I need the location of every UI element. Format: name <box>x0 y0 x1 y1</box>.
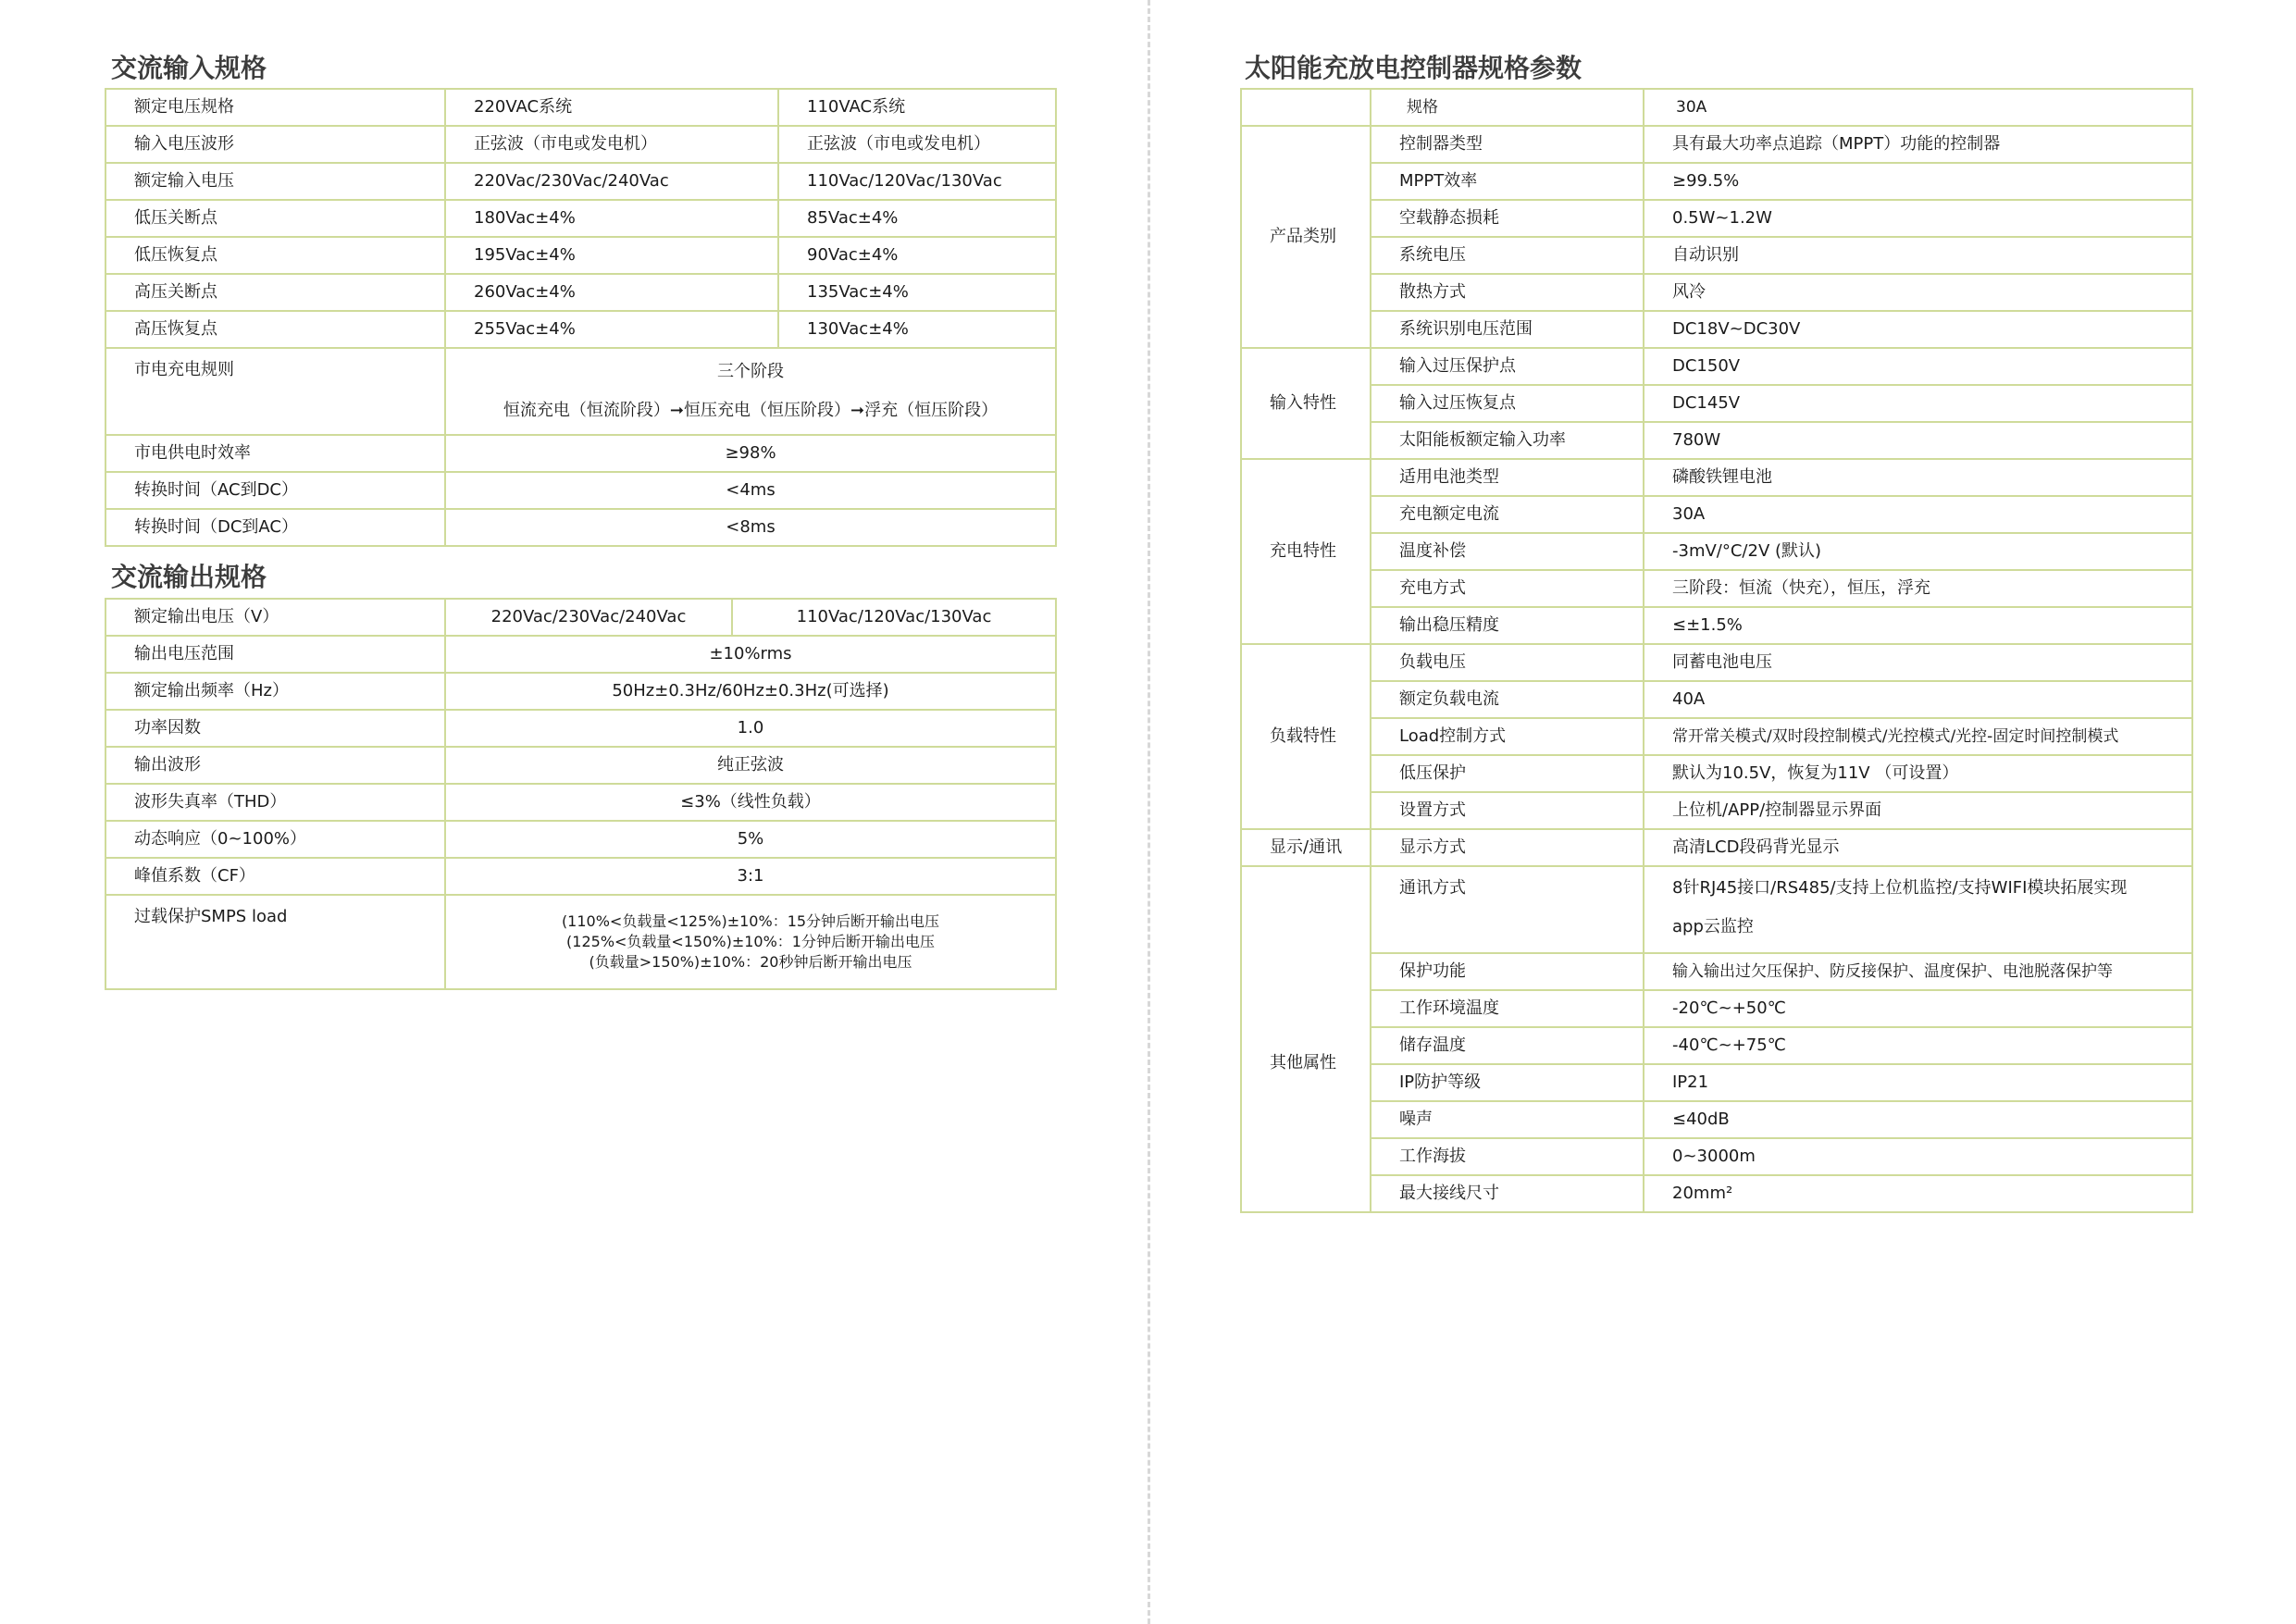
row-label: 额定输入电压 <box>105 163 445 200</box>
value-cell: 默认为10.5V，恢复为11V （可设置） <box>1644 755 2192 792</box>
value-cell: ≤±1.5% <box>1644 607 2192 644</box>
table-row <box>1241 126 2192 163</box>
table-row <box>1241 348 2192 385</box>
table-row <box>105 163 1056 200</box>
table-row <box>105 636 1056 673</box>
solar-table <box>1240 88 2193 1213</box>
value-cell: 0.5W~1.2W <box>1644 200 2192 237</box>
table-row <box>1241 311 2192 348</box>
table-row <box>1241 829 2192 866</box>
row-value: ≤3%（线性负载） <box>445 784 1056 821</box>
value-220: 220VAC系统 <box>445 89 778 126</box>
table-row <box>1241 1138 2192 1175</box>
value-cell: -3mV/°C/2V (默认) <box>1644 533 2192 570</box>
value-cell <box>1644 866 2192 953</box>
value-cell: 具有最大功率点追踪（MPPT）功能的控制器 <box>1644 126 2192 163</box>
row-value: ±10%rms <box>445 636 1056 673</box>
param-cell: 保护功能 <box>1371 953 1644 990</box>
table-row <box>1241 681 2192 718</box>
row-value: ≥98% <box>445 435 1056 472</box>
param-cell: IP防护等级 <box>1371 1064 1644 1101</box>
param-cell: 温度补偿 <box>1371 533 1644 570</box>
ac-output-title: 交流输出规格 <box>111 562 267 592</box>
value-220: 260Vac±4% <box>445 274 778 311</box>
table-row <box>1241 422 2192 459</box>
param-cell: 输入过压保护点 <box>1371 348 1644 385</box>
value-220: 195Vac±4% <box>445 237 778 274</box>
param-cell: 低压保护 <box>1371 755 1644 792</box>
overload-value <box>445 895 1056 989</box>
table-row <box>1241 1027 2192 1064</box>
table-row <box>1241 237 2192 274</box>
ac-output-table <box>105 598 1057 990</box>
row-value: <4ms <box>445 472 1056 509</box>
value-110: 110Vac/120Vac/130Vac <box>778 163 1056 200</box>
table-row <box>1241 274 2192 311</box>
row-label: 市电供电时效率 <box>105 435 445 472</box>
param-cell: 通讯方式 <box>1371 866 1644 953</box>
param-cell: 充电方式 <box>1371 570 1644 607</box>
value-220: 220Vac/230Vac/240Vac <box>445 599 732 636</box>
row-label: 输出电压范围 <box>105 636 445 673</box>
table-row <box>1241 200 2192 237</box>
param-cell: 设置方式 <box>1371 792 1644 829</box>
value-cell: 自动识别 <box>1644 237 2192 274</box>
table-row <box>105 747 1056 784</box>
value-cell: -40℃~+75℃ <box>1644 1027 2192 1064</box>
row-label: 转换时间（DC到AC） <box>105 509 445 546</box>
table-row <box>1241 385 2192 422</box>
row-label: 低压恢复点 <box>105 237 445 274</box>
param-cell: 空载静态损耗 <box>1371 200 1644 237</box>
row-value: 1.0 <box>445 710 1056 747</box>
table-row <box>105 274 1056 311</box>
table-row <box>1241 644 2192 681</box>
table-row <box>1241 990 2192 1027</box>
table-row <box>1241 1064 2192 1101</box>
param-cell: 控制器类型 <box>1371 126 1644 163</box>
table-row <box>1241 792 2192 829</box>
value-cell: 40A <box>1644 681 2192 718</box>
value-cell: 风冷 <box>1644 274 2192 311</box>
param-cell: MPPT效率 <box>1371 163 1644 200</box>
row-label: 高压恢复点 <box>105 311 445 348</box>
param-cell: 系统识别电压范围 <box>1371 311 1644 348</box>
table-row <box>105 673 1056 710</box>
value-cell: IP21 <box>1644 1064 2192 1101</box>
overload-line3: (负载量>150%)±10%：20秒钟后断开输出电压 <box>589 953 912 971</box>
param-cell: 工作环境温度 <box>1371 990 1644 1027</box>
row-label: 动态响应（0~100%） <box>105 821 445 858</box>
value-220: 正弦波（市电或发电机） <box>445 126 778 163</box>
value-cell: ≤40dB <box>1644 1101 2192 1138</box>
row-label: 输入电压波形 <box>105 126 445 163</box>
table-row <box>1241 163 2192 200</box>
table-row <box>105 599 1056 636</box>
table-row <box>105 237 1056 274</box>
table-row <box>105 784 1056 821</box>
value-cell: -20℃~+50℃ <box>1644 990 2192 1027</box>
row-label: 高压关断点 <box>105 274 445 311</box>
table-row <box>1241 89 2192 126</box>
row-label: 峰值系数（CF） <box>105 858 445 895</box>
row-label: 市电充电规则 <box>105 348 445 435</box>
table-row <box>105 89 1056 126</box>
table-row <box>1241 866 2192 953</box>
row-label: 过载保护SMPS load <box>105 895 445 989</box>
charge-rule-line2: 恒流充电（恒流阶段）➞恒压充电（恒压阶段）➞浮充（恒压阶段） <box>503 401 999 420</box>
ac-input-title: 交流输入规格 <box>111 53 267 83</box>
value-110: 正弦波（市电或发电机） <box>778 126 1056 163</box>
param-cell: 额定负载电流 <box>1371 681 1644 718</box>
value-cell: 780W <box>1644 422 2192 459</box>
row-label: 额定输出频率（Hz） <box>105 673 445 710</box>
param-cell: 工作海拔 <box>1371 1138 1644 1175</box>
charge-rule-value <box>445 348 1056 435</box>
value-cell: 高清LCD段码背光显示 <box>1644 829 2192 866</box>
row-value: 50Hz±0.3Hz/60Hz±0.3Hz(可选择) <box>445 673 1056 710</box>
table-row <box>1241 755 2192 792</box>
param-cell: 噪声 <box>1371 1101 1644 1138</box>
param-cell: 充电额定电流 <box>1371 496 1644 533</box>
table-row <box>105 311 1056 348</box>
param-cell: 规格 <box>1371 89 1644 126</box>
table-row <box>105 126 1056 163</box>
param-cell: 输出稳压精度 <box>1371 607 1644 644</box>
category-cell: 显示/通讯 <box>1241 829 1371 866</box>
ac-input-table <box>105 88 1057 547</box>
category-cell: 产品类别 <box>1241 126 1371 348</box>
value-line1: 8针RJ45接口/RS485/支持上位机监控/支持WIFI模块拓展实现 <box>1672 878 2128 898</box>
table-row <box>105 200 1056 237</box>
table-row <box>105 472 1056 509</box>
value-line2: app云监控 <box>1672 917 1754 936</box>
param-cell: 适用电池类型 <box>1371 459 1644 496</box>
value-cell: DC145V <box>1644 385 2192 422</box>
value-cell: 30A <box>1644 496 2192 533</box>
table-row <box>1241 459 2192 496</box>
param-cell: 储存温度 <box>1371 1027 1644 1064</box>
value-cell: 三阶段：恒流（快充），恒压，浮充 <box>1644 570 2192 607</box>
param-cell: 负载电压 <box>1371 644 1644 681</box>
value-110: 110Vac/120Vac/130Vac <box>732 599 1056 636</box>
category-cell: 输入特性 <box>1241 348 1371 459</box>
solar-title: 太阳能充放电控制器规格参数 <box>1245 53 1582 83</box>
value-cell: 30A <box>1644 89 2192 126</box>
row-label: 转换时间（AC到DC） <box>105 472 445 509</box>
param-cell: 最大接线尺寸 <box>1371 1175 1644 1212</box>
category-cell: 其他属性 <box>1241 866 1371 1212</box>
row-value: <8ms <box>445 509 1056 546</box>
table-row <box>1241 496 2192 533</box>
category-spacer <box>1241 89 1371 126</box>
row-value: 纯正弦波 <box>445 747 1056 784</box>
value-110: 135Vac±4% <box>778 274 1056 311</box>
value-cell: 20mm² <box>1644 1175 2192 1212</box>
row-value: 3:1 <box>445 858 1056 895</box>
table-row <box>1241 607 2192 644</box>
value-cell: ≥99.5% <box>1644 163 2192 200</box>
row-value: 5% <box>445 821 1056 858</box>
table-row <box>1241 1101 2192 1138</box>
table-row <box>1241 533 2192 570</box>
category-cell: 充电特性 <box>1241 459 1371 644</box>
value-cell: 上位机/APP/控制器显示界面 <box>1644 792 2192 829</box>
page-divider <box>1148 0 1150 1624</box>
value-cell: DC150V <box>1644 348 2192 385</box>
charge-rule-line1: 三个阶段 <box>717 362 784 381</box>
table-row <box>105 895 1056 989</box>
table-row <box>1241 718 2192 755</box>
param-cell: 散热方式 <box>1371 274 1644 311</box>
table-row <box>1241 1175 2192 1212</box>
param-cell: 太阳能板额定输入功率 <box>1371 422 1644 459</box>
value-cell: 同蓄电池电压 <box>1644 644 2192 681</box>
table-row <box>1241 953 2192 990</box>
row-label: 输出波形 <box>105 747 445 784</box>
row-label: 低压关断点 <box>105 200 445 237</box>
row-label: 额定电压规格 <box>105 89 445 126</box>
value-220: 220Vac/230Vac/240Vac <box>445 163 778 200</box>
row-label: 功率因数 <box>105 710 445 747</box>
table-row <box>105 435 1056 472</box>
value-cell: DC18V~DC30V <box>1644 311 2192 348</box>
table-row <box>105 821 1056 858</box>
param-cell: 系统电压 <box>1371 237 1644 274</box>
row-label: 波形失真率（THD） <box>105 784 445 821</box>
value-220: 180Vac±4% <box>445 200 778 237</box>
table-row <box>105 348 1056 435</box>
value-110: 90Vac±4% <box>778 237 1056 274</box>
value-220: 255Vac±4% <box>445 311 778 348</box>
row-label: 额定输出电压（V） <box>105 599 445 636</box>
value-cell: 磷酸铁锂电池 <box>1644 459 2192 496</box>
param-cell: 输入过压恢复点 <box>1371 385 1644 422</box>
overload-line2: (125%<负载量<150%)±10%：1分钟后断开输出电压 <box>566 933 935 950</box>
overload-line1: (110%<负载量<125%)±10%：15分钟后断开输出电压 <box>561 912 940 930</box>
param-cell: Load控制方式 <box>1371 718 1644 755</box>
value-cell: 0~3000m <box>1644 1138 2192 1175</box>
value-cell: 输入输出过欠压保护、防反接保护、温度保护、电池脱落保护等 <box>1644 953 2192 990</box>
value-cell: 常开常关模式/双时段控制模式/光控模式/光控-固定时间控制模式 <box>1644 718 2192 755</box>
category-cell: 负载特性 <box>1241 644 1371 829</box>
param-cell: 显示方式 <box>1371 829 1644 866</box>
table-row <box>105 710 1056 747</box>
value-110: 130Vac±4% <box>778 311 1056 348</box>
table-row <box>105 509 1056 546</box>
table-row <box>105 858 1056 895</box>
value-110: 85Vac±4% <box>778 200 1056 237</box>
table-row <box>1241 570 2192 607</box>
value-110: 110VAC系统 <box>778 89 1056 126</box>
